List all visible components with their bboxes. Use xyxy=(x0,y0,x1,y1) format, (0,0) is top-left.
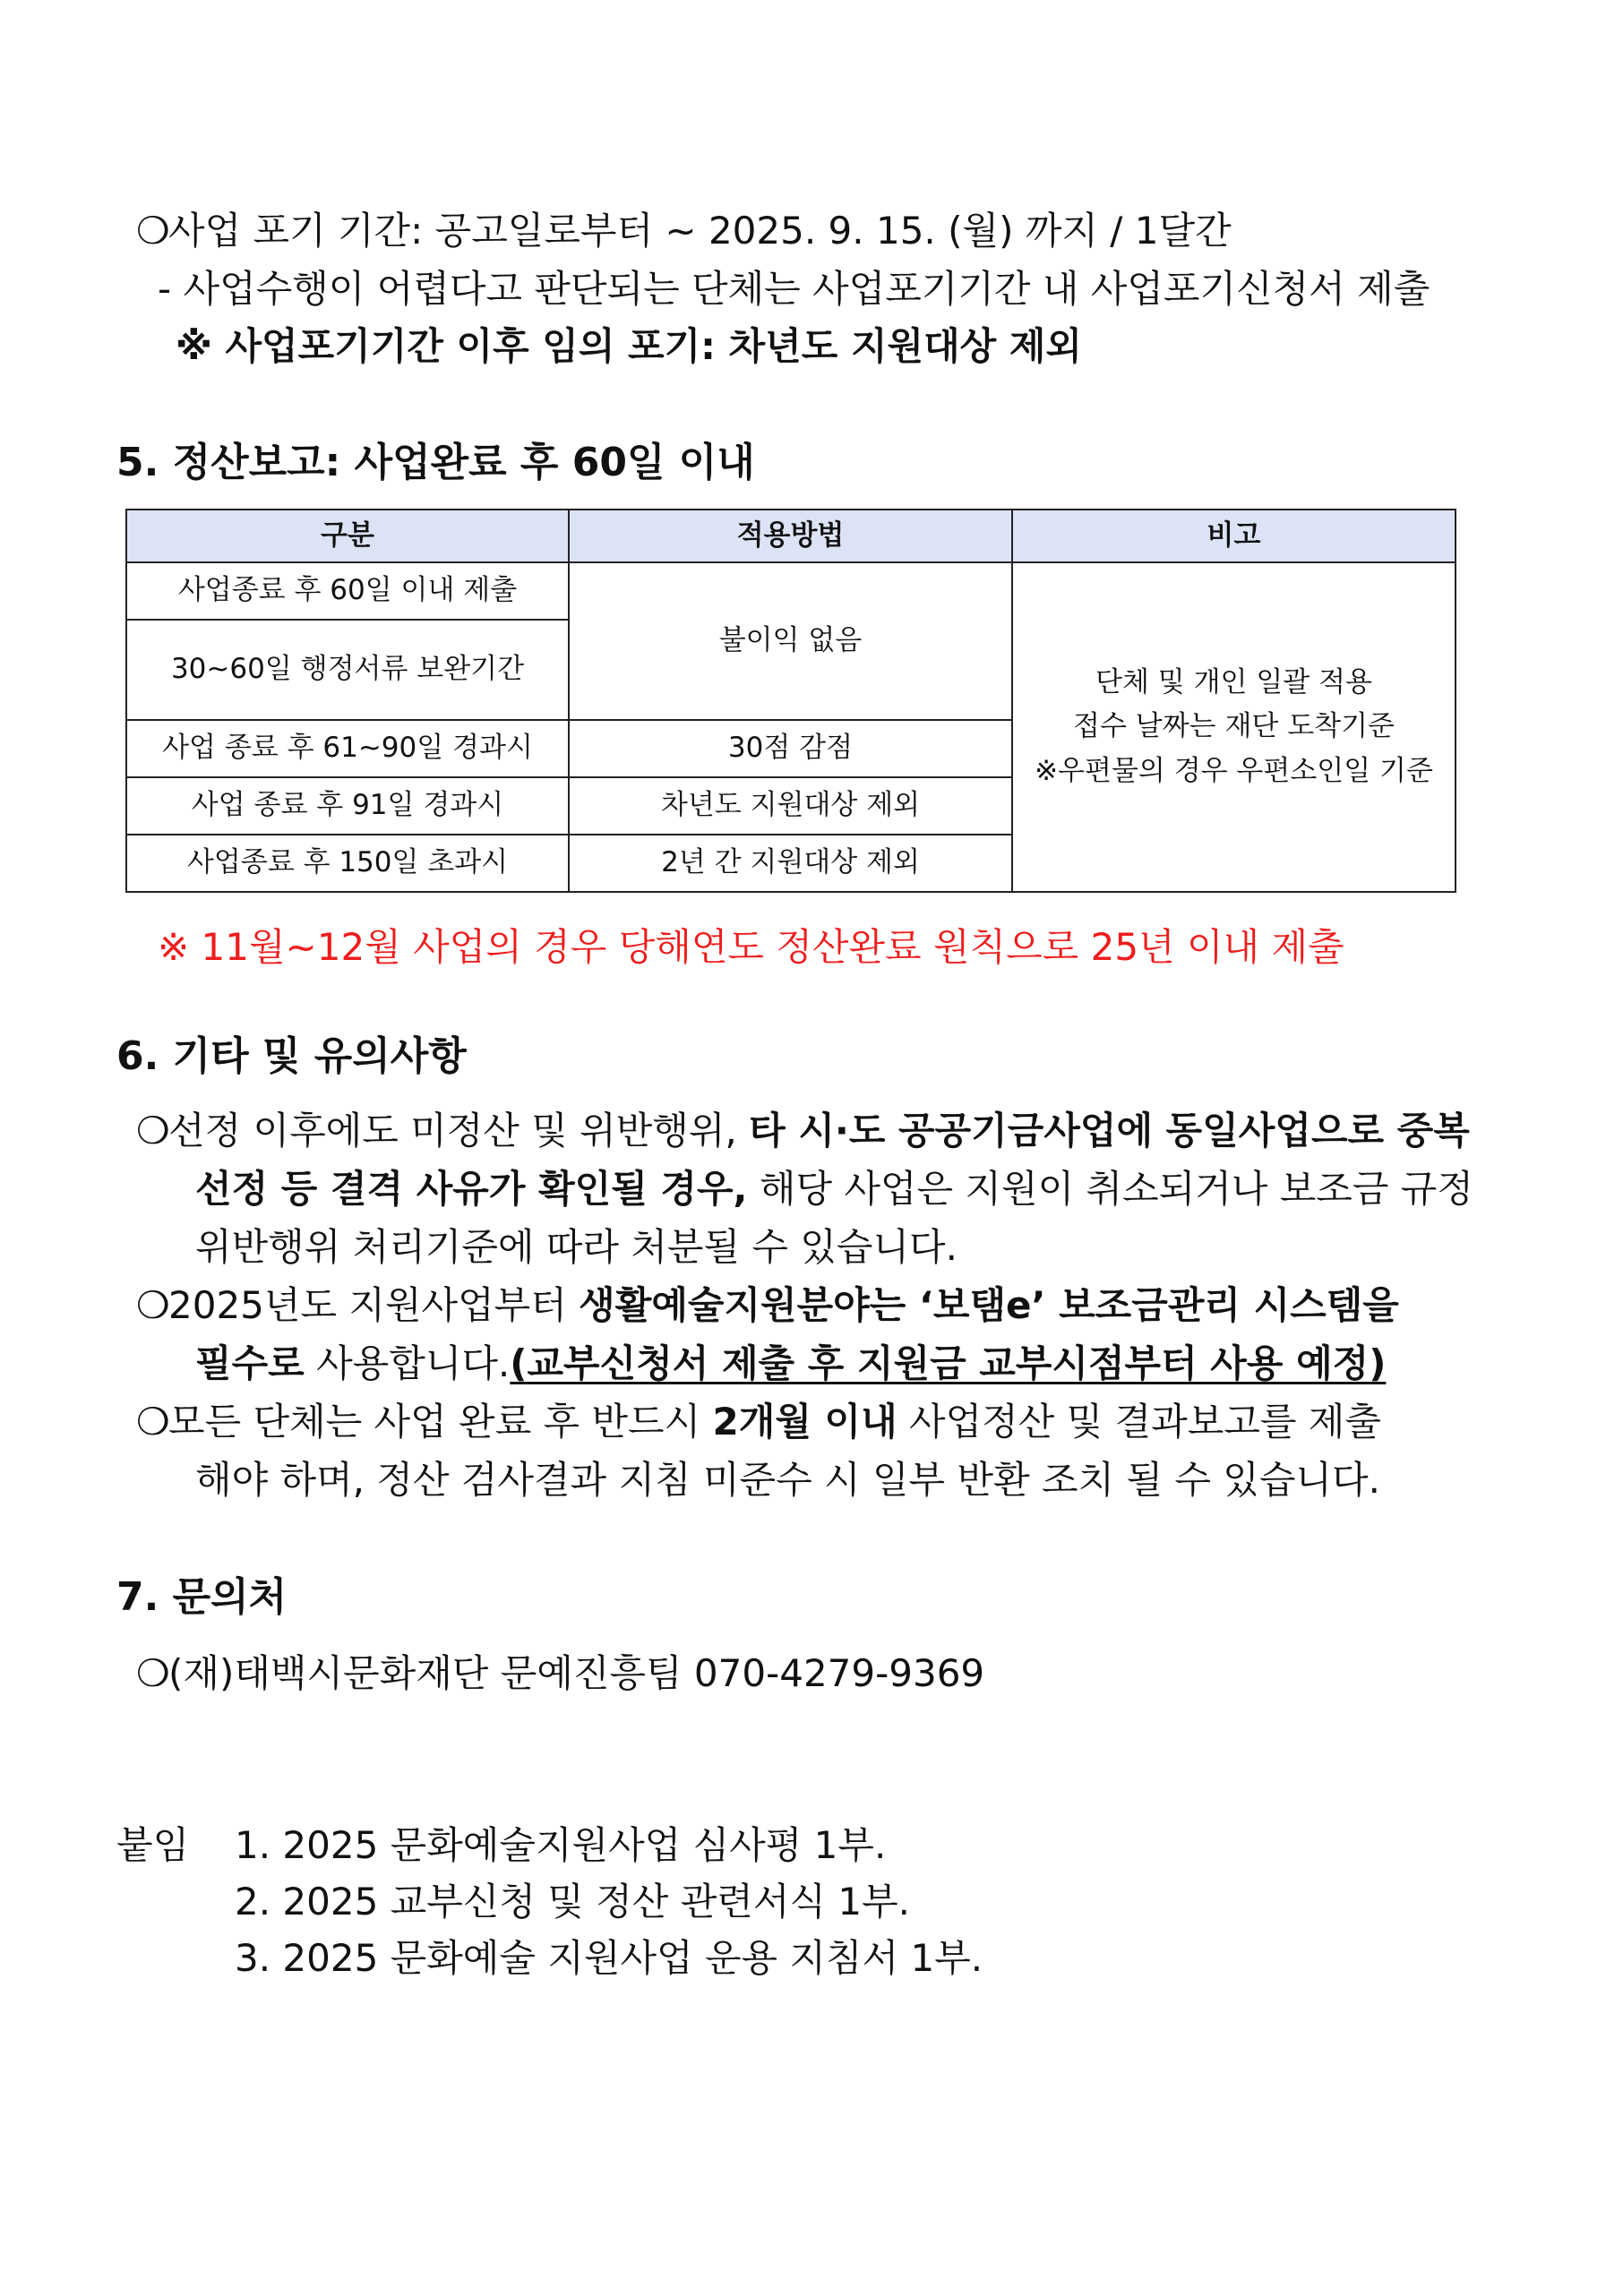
table-header-method: 적용방법 xyxy=(569,510,1012,562)
table-header-remark: 비고 xyxy=(1012,510,1456,562)
table-cell-category: 사업 종료 후 61~90일 경과시 xyxy=(126,720,569,777)
table-cell-category: 30~60일 행정서류 보완기간 xyxy=(126,620,569,720)
section6-title: 6. 기타 및 유의사항 xyxy=(116,1033,467,1079)
table-cell-exclude-two: 2년 간 지원대상 제외 xyxy=(569,835,1012,892)
table-cell-remarks xyxy=(1012,562,1456,892)
attachments-label: 붙임 xyxy=(116,1823,190,1867)
notice-item-1-line3: 위반행위 처리기준에 따라 처분될 수 있습니다. xyxy=(195,1225,957,1269)
attachment-item: 3. 2025 문화예술 지원사업 운용 지침서 1부. xyxy=(235,1936,983,1980)
circle-bullet-icon: ❍ xyxy=(136,1283,170,1327)
settlement-table xyxy=(125,509,1456,893)
notice-item-2-line2: 필수로 사용합니다.(교부신청서 제출 후 지원금 교부시점부터 사용 예정) xyxy=(195,1341,1387,1385)
table-cell-no-penalty: 불이익 없음 xyxy=(569,562,1012,720)
table-cell-category: 사업 종료 후 91일 경과시 xyxy=(126,777,569,835)
notice-item-1-line1: ❍선정 이후에도 미정산 및 위반행위, 타 시·도 공공기금사업에 동일사업으로 중복 xyxy=(136,1109,1470,1152)
table-cell-category: 사업종료 후 150일 초과시 xyxy=(126,835,569,892)
circle-bullet-icon: ❍ xyxy=(136,1400,170,1444)
giveup-sub-line: - 사업수행이 어렵다고 판단되는 단체는 사업포기기간 내 사업포기신청서 제출 xyxy=(158,267,1430,311)
circle-bullet-icon: ❍ xyxy=(136,209,170,253)
red-note: ※ 11월~12월 사업의 경우 당해연도 정산완료 원칙으로 25년 이내 제출 xyxy=(158,925,1344,969)
notice-item-2-line1: ❍2025년도 지원사업부터 생활예술지원분야는 ‘보탬e’ 보조금관리 시스템을 xyxy=(136,1283,1399,1327)
circle-bullet-icon: ❍ xyxy=(136,1109,170,1152)
notice-item-3-line1: ❍모든 단체는 사업 완료 후 반드시 2개월 이내 사업정산 및 결과보고를 제출 xyxy=(136,1400,1381,1444)
table-cell-deduct: 30점 감점 xyxy=(569,720,1012,777)
section7-title: 7. 문의처 xyxy=(116,1574,288,1620)
remark-line: 단체 및 개인 일괄 적용 xyxy=(1095,665,1372,698)
circle-bullet-icon: ❍ xyxy=(136,1651,170,1695)
attachment-item: 1. 2025 문화예술지원사업 심사평 1부. xyxy=(235,1823,887,1867)
remark-line: 접수 날짜는 재단 도착기준 xyxy=(1073,710,1395,743)
table-header-category: 구분 xyxy=(126,510,569,562)
table-cell-exclude-next: 차년도 지원대상 제외 xyxy=(569,777,1012,835)
notice-item-1-line2: 선정 등 결격 사유가 확인될 경우, 해당 사업은 지원이 취소되거나 보조금 규정 xyxy=(195,1167,1473,1211)
giveup-period-line: ❍사업 포기 기간: 공고일로부터 ~ 2025. 9. 15. (월) 까지 / 1달간 xyxy=(136,209,1232,253)
contact-line: ❍(재)태백시문화재단 문예진흥팀 070-4279-9369 xyxy=(136,1651,985,1695)
attachment-item: 2. 2025 교부신청 및 정산 관련서식 1부. xyxy=(235,1880,910,1923)
notice-item-3-line2: 해야 하며, 정산 검사결과 지침 미준수 시 일부 반환 조치 될 수 있습니다. xyxy=(195,1458,1380,1502)
table-row xyxy=(126,562,1456,620)
giveup-note-line: ※ 사업포기기간 이후 임의 포기: 차년도 지원대상 제외 xyxy=(176,324,1082,368)
table-cell-category: 사업종료 후 60일 이내 제출 xyxy=(126,562,569,620)
remark-line: ※우편물의 경우 우편소인일 기준 xyxy=(1035,754,1433,787)
section5-title: 5. 정산보고: 사업완료 후 60일 이내 xyxy=(116,440,755,485)
